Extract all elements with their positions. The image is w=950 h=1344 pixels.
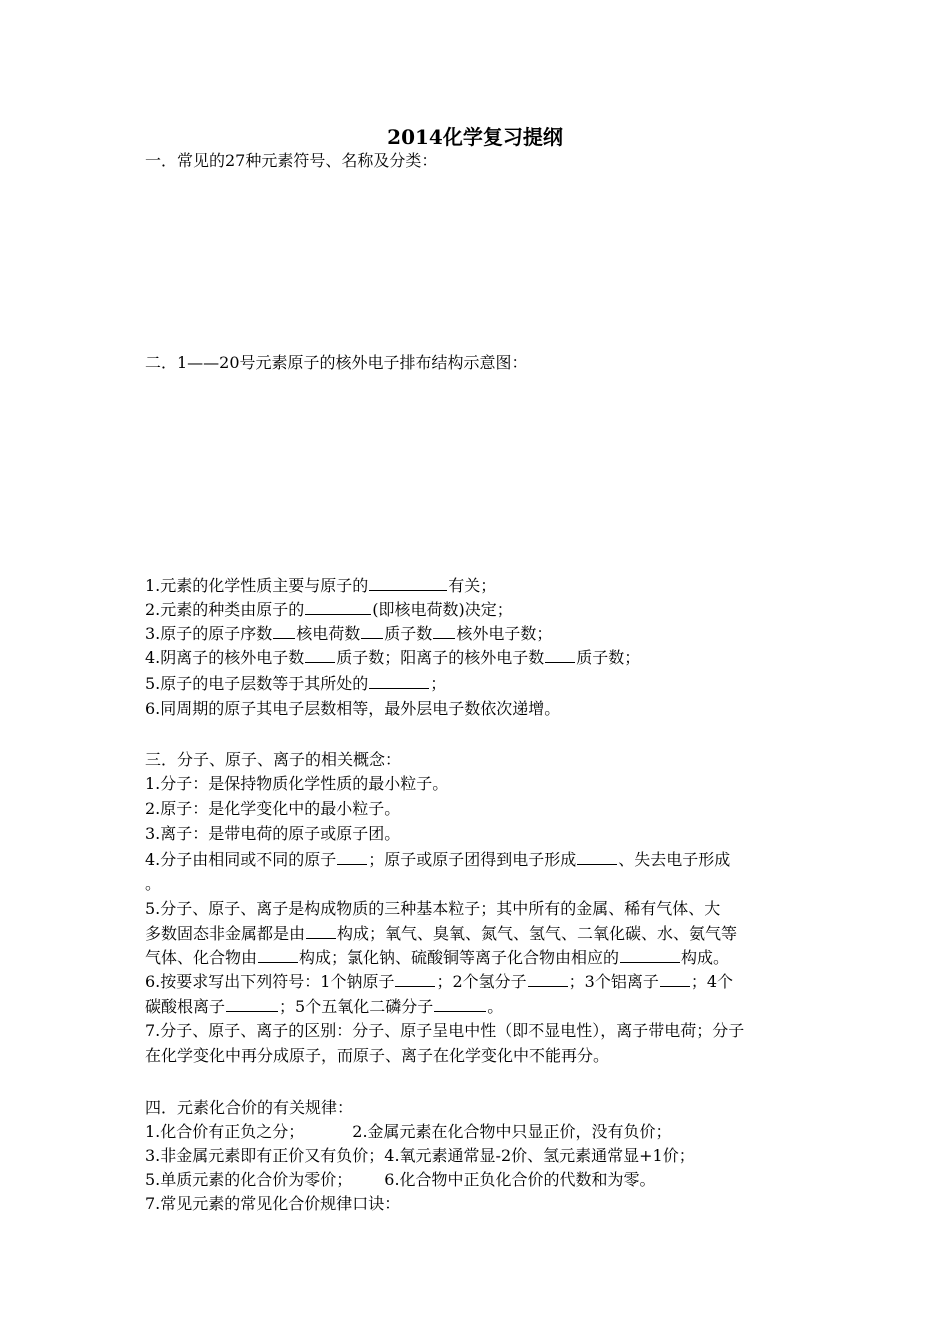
section-2-line-2: 2.元素的种类由原子的 (即核电荷数)决定；	[145, 600, 513, 619]
blank	[305, 598, 371, 615]
blank	[395, 970, 435, 987]
section-3-line-1: 1.分子：是保持物质化学性质的最小粒子。	[145, 774, 449, 793]
section-2-line-6: 6.同周期的原子其电子层数相等，最外层电子数依次递增。	[145, 699, 561, 718]
section-3-line-4-end: 。	[145, 874, 162, 893]
blank	[528, 970, 568, 987]
blank	[620, 946, 680, 963]
blank	[577, 848, 617, 865]
blank	[306, 922, 336, 939]
section-1-heading: 一．常见的27种元素符号、名称及分类：	[145, 151, 438, 170]
blank	[337, 848, 367, 865]
section-4-heading: 四．元素化合价的有关规律：	[145, 1098, 354, 1117]
section-2-line-3: 3.原子的原子序数 核电荷数 质子数 核外电子数；	[145, 624, 553, 643]
section-4-line-4: 7.常见元素的常见化合价规律口诀：	[145, 1194, 401, 1213]
blank	[545, 646, 575, 663]
section-3-heading: 三．分子、原子、离子的相关概念：	[145, 750, 402, 769]
blank	[226, 995, 278, 1012]
blank	[433, 622, 455, 639]
section-4-line-3: 5.单质元素的化合价为零价； 6.化合物中正负化合价的代数和为零。	[145, 1170, 656, 1189]
section-3-line-5b: 多数固态非金属都是由 构成；氧气、臭氧、氮气、氢气、二氧化碳、水、氨气等	[145, 924, 738, 943]
blank	[305, 646, 335, 663]
blank	[660, 970, 690, 987]
section-3-line-5a: 5.分子、原子、离子是构成物质的三种基本粒子；其中所有的金属、稀有气体、大	[145, 899, 721, 918]
section-3-line-6a: 6.按要求写出下列符号：1个钠原子 ；2个氢分子 ；3个铝离子 ；4个	[145, 972, 734, 991]
blank	[369, 672, 429, 689]
blank	[361, 622, 383, 639]
section-2-heading: 二．1——20号元素原子的核外电子排布结构示意图：	[145, 353, 528, 372]
section-3-line-2: 2.原子：是化学变化中的最小粒子。	[145, 799, 401, 818]
blank	[369, 574, 447, 591]
blank	[434, 995, 486, 1012]
section-3-line-3: 3.离子：是带电荷的原子或原子团。	[145, 824, 401, 843]
section-4-line-1: 1.化合价有正负之分； 2.金属元素在化合物中只显正价，没有负价；	[145, 1122, 672, 1141]
section-4-line-2: 3.非金属元素即有正价又有负价；4.氧元素通常显-2价、氢元素通常显+1价；	[145, 1146, 695, 1165]
section-3-line-7a: 7.分子、原子、离子的区别：分子、原子呈电中性（即不显电性），离子带电荷；分子	[145, 1021, 745, 1040]
section-3-line-7b: 在化学变化中再分成原子，而原子、离子在化学变化中不能再分。	[145, 1046, 610, 1065]
blank	[273, 622, 295, 639]
section-2-line-4: 4.阴离子的核外电子数 质子数；阳离子的核外电子数 质子数；	[145, 648, 641, 667]
document-title: 2014化学复习提纲	[387, 125, 563, 149]
section-2-line-5: 5.原子的电子层数等于其所处的 ；	[145, 674, 447, 693]
section-3-line-6b: 碳酸根离子 ；5个五氧化二磷分子 。	[145, 997, 504, 1016]
section-3-line-4: 4.分子由相同或不同的原子 ；原子或原子团得到电子形成 、失去电子形成	[145, 850, 731, 869]
section-3-line-5c: 气体、化合物由 构成；氯化钠、硫酸铜等离子化合物由相应的 构成。	[145, 948, 730, 967]
blank	[258, 946, 298, 963]
section-2-line-1: 1.元素的化学性质主要与原子的 有关；	[145, 576, 497, 595]
